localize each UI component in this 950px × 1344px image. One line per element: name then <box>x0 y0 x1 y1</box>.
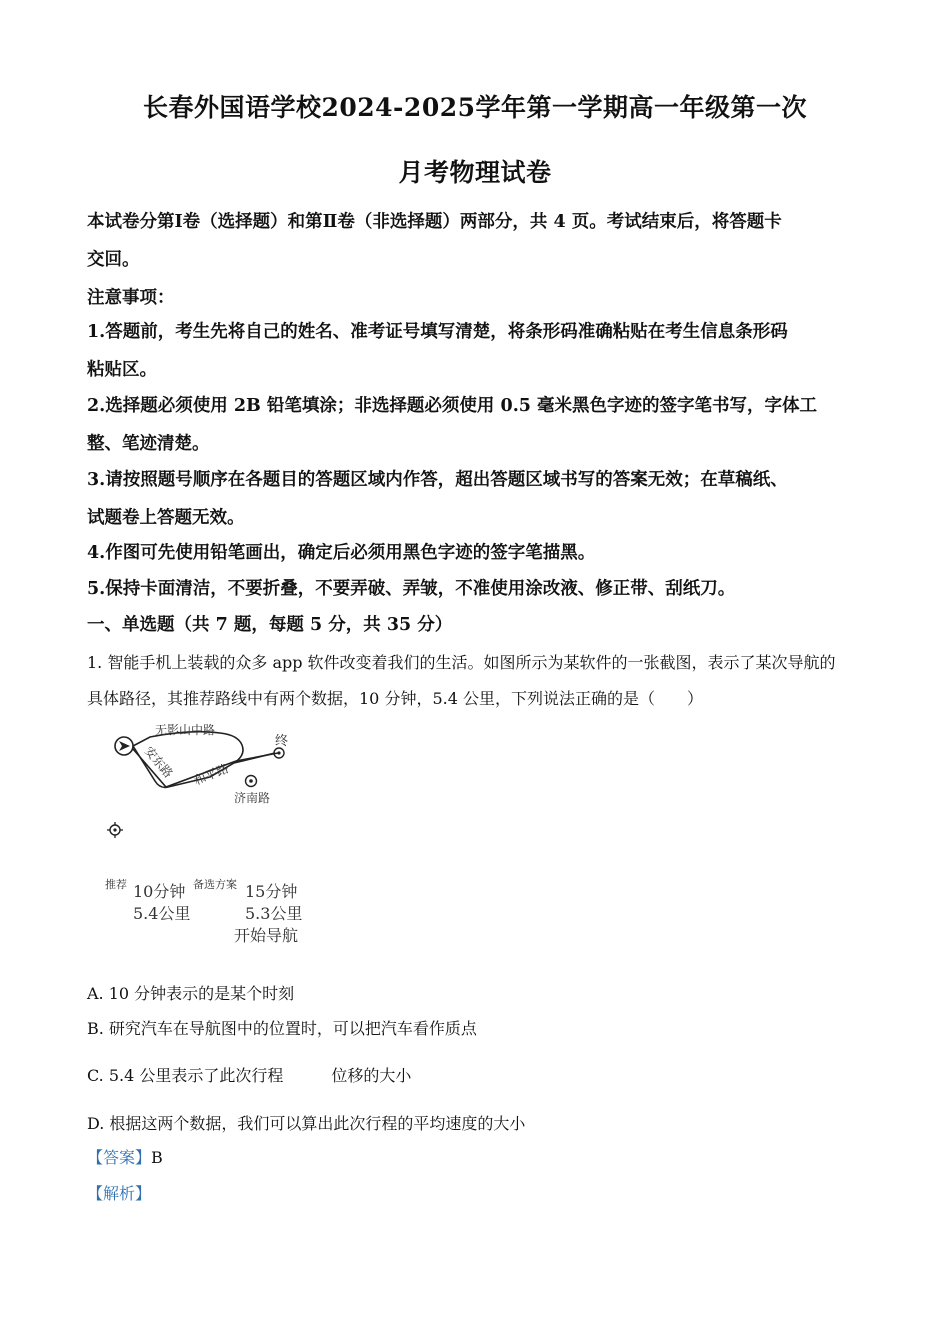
exam-title-line2: 月考物理试卷 <box>398 158 552 187</box>
option-a: A. 10 分钟表示的是某个时刻 <box>87 984 295 1003</box>
option-d: D. 根据这两个数据，我们可以算出此次行程的平均速度的大小 <box>87 1114 526 1133</box>
start-navigation-button[interactable]: 开始导航 <box>234 926 299 945</box>
question1-stem-line2: 具体路径，其推荐路线中有两个数据，10 分钟，5.4 公里，下列说法正确的是（ ） <box>87 689 703 708</box>
analysis-tag: 【解析】 <box>87 1184 152 1203</box>
alt-label: 备选方案 <box>193 878 237 891</box>
locate-icon <box>107 822 123 838</box>
notice-item-1a: 1.答题前，考生先将自己的姓名、准考证号填写清楚，将条形码准确粘贴在考生信息条形码 <box>87 322 788 342</box>
start-arrow-icon <box>115 737 133 755</box>
recommend-distance: 5.4公里 <box>133 904 191 923</box>
notice-heading: 注意事项： <box>87 288 175 308</box>
answer-tag: 【答案】 <box>87 1148 152 1167</box>
section-heading: 一、单选题（共 7 题，每题 5 分，共 35 分） <box>87 615 453 635</box>
notice-item-1b: 粘贴区。 <box>87 360 157 380</box>
road-andong-label: 安东路 <box>141 743 176 781</box>
notice-item-2a: 2.选择题必须使用 2B 铅笔填涂；非选择题必须使用 0.5 毫米黑色字迹的签字笔书写，字体工 <box>87 396 818 416</box>
navigation-map-figure <box>100 715 320 955</box>
option-c: C. 5.4 公里表示了此次行程 位移的大小 <box>87 1066 412 1085</box>
recommend-label: 推荐 <box>105 878 127 891</box>
alt-distance: 5.3公里 <box>245 904 303 923</box>
analysis-line <box>87 1181 151 1204</box>
end-label: 终 <box>275 734 289 749</box>
answer-line <box>87 1145 163 1168</box>
notice-item-3b: 试题卷上答题无效。 <box>87 508 245 528</box>
road-jinan-label: 济南路 <box>234 791 271 805</box>
road-heping-label: 和平路 <box>191 761 231 788</box>
notice-item-5: 5.保持卡面清洁，不要折叠，不要弄破、弄皱，不准使用涂改液、修正带、刮纸刀。 <box>87 579 736 599</box>
answer-value: B <box>151 1148 163 1167</box>
question1-stem-line1: 1. 智能手机上装载的众多 app 软件改变着我们的生活。如图所示为某软件的一张截图，表示了某次导航的 <box>87 653 836 672</box>
notice-item-2b: 整、笔迹清楚。 <box>87 434 210 454</box>
notice-item-3a: 3.请按照题号顺序在各题目的答题区域内作答，超出答题区域书写的答案无效；在草稿纸、 <box>87 470 788 490</box>
option-b: B. 研究汽车在导航图中的位置时，可以把汽车看作质点 <box>87 1019 477 1038</box>
road-wuying-label: 无影山中路 <box>155 723 216 737</box>
alt-time: 15分钟 <box>245 882 298 901</box>
intro-line2: 交回。 <box>87 250 140 270</box>
notice-item-4: 4.作图可先使用铅笔画出，确定后必须用黑色字迹的签字笔描黑。 <box>87 543 596 563</box>
exam-title-line1: 长春外国语学校2024-2025学年第一学期高一年级第一次 <box>142 93 808 122</box>
recommend-time: 10分钟 <box>133 882 186 901</box>
intro-line1: 本试卷分第Ⅰ卷（选择题）和第Ⅱ卷（非选择题）两部分，共 4 页。考试结束后，将答题卡 <box>87 212 782 232</box>
jinan-marker-icon <box>246 776 257 787</box>
